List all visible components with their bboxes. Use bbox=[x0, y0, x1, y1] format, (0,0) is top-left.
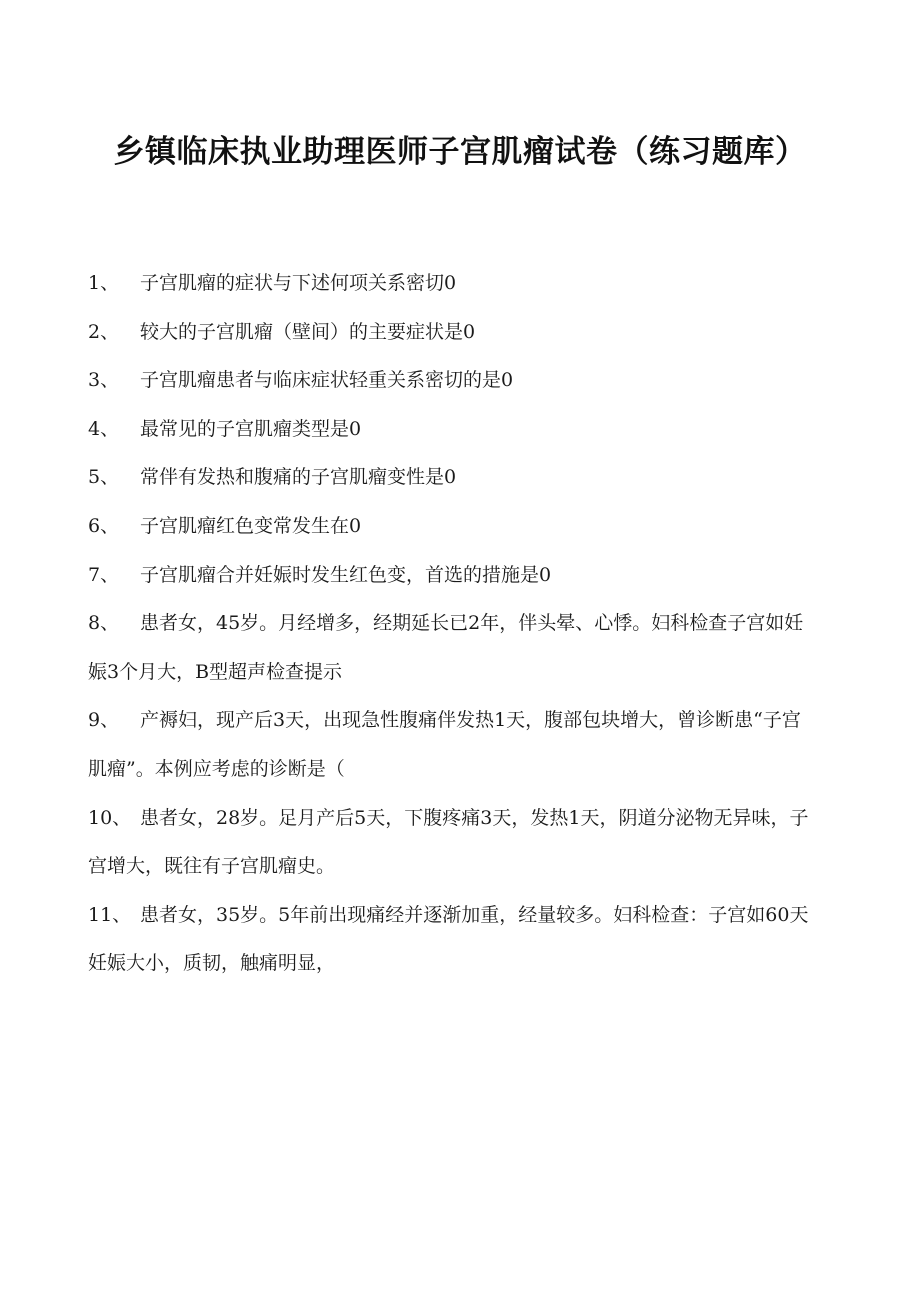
question-text: 常伴有发热和腹痛的子宫肌瘤变性是0 bbox=[140, 466, 457, 489]
question-item bbox=[88, 308, 818, 357]
question-number: 8、 bbox=[88, 612, 120, 635]
question-number: 1、 bbox=[88, 272, 120, 294]
question-number: 4、 bbox=[88, 417, 120, 440]
question-item bbox=[88, 794, 818, 891]
question-list bbox=[88, 259, 818, 988]
question-text: 子宫肌瘤合并妊娠时发生红色变，首选的措施是0 bbox=[140, 563, 552, 586]
question-number: 7、 bbox=[88, 563, 120, 586]
question-item bbox=[88, 259, 818, 308]
question-text: 患者女，28岁。足月产后5天，下腹疼痛3天，发热1天，阴道分泌物无异味，子宫增大，既往有子宫肌瘤史。 bbox=[88, 806, 809, 878]
document-title: 乡镇临床执业助理医师子宫肌瘤试卷（练习题库） bbox=[113, 134, 807, 170]
question-number: 10、 bbox=[88, 806, 132, 829]
question-number: 6、 bbox=[88, 514, 120, 537]
question-text: 子宫肌瘤红色变常发生在0 bbox=[140, 514, 362, 537]
question-text: 最常见的子宫肌瘤类型是0 bbox=[140, 417, 362, 440]
question-number: 11、 bbox=[88, 903, 132, 926]
question-item bbox=[88, 599, 818, 696]
question-item bbox=[88, 453, 818, 502]
question-number: 3、 bbox=[88, 369, 120, 392]
question-text: 产褥妇，现产后3天，出现急性腹痛伴发热1天，腹部包块增大，曾诊断患“子宫肌瘤”。本例应考虑的诊断是（ bbox=[88, 709, 801, 780]
question-text: 子宫肌瘤患者与临床症状轻重关系密切的是0 bbox=[140, 369, 514, 392]
question-text: 子宫肌瘤的症状与下述何项关系密切0 bbox=[140, 272, 457, 294]
question-text: 患者女，35岁。5年前出现痛经并逐渐加重，经量较多。妇科检查：子宫如60天妊娠大小，质韧，触痛明显， bbox=[88, 903, 809, 975]
question-item bbox=[88, 356, 818, 405]
question-item bbox=[88, 551, 818, 600]
question-text: 患者女，45岁。月经增多，经期延长已2年，伴头晕、心悸。妇科检查子宫如妊娠3个月大，B型超声检查提示 bbox=[88, 612, 804, 683]
question-number: 5、 bbox=[88, 466, 120, 489]
question-number: 9、 bbox=[88, 709, 120, 732]
question-text: 较大的子宫肌瘤（壁间）的主要症状是0 bbox=[140, 320, 476, 343]
question-item bbox=[88, 696, 818, 793]
question-item bbox=[88, 502, 818, 551]
question-number: 2、 bbox=[88, 320, 120, 343]
question-item bbox=[88, 891, 818, 988]
question-item bbox=[88, 405, 818, 454]
